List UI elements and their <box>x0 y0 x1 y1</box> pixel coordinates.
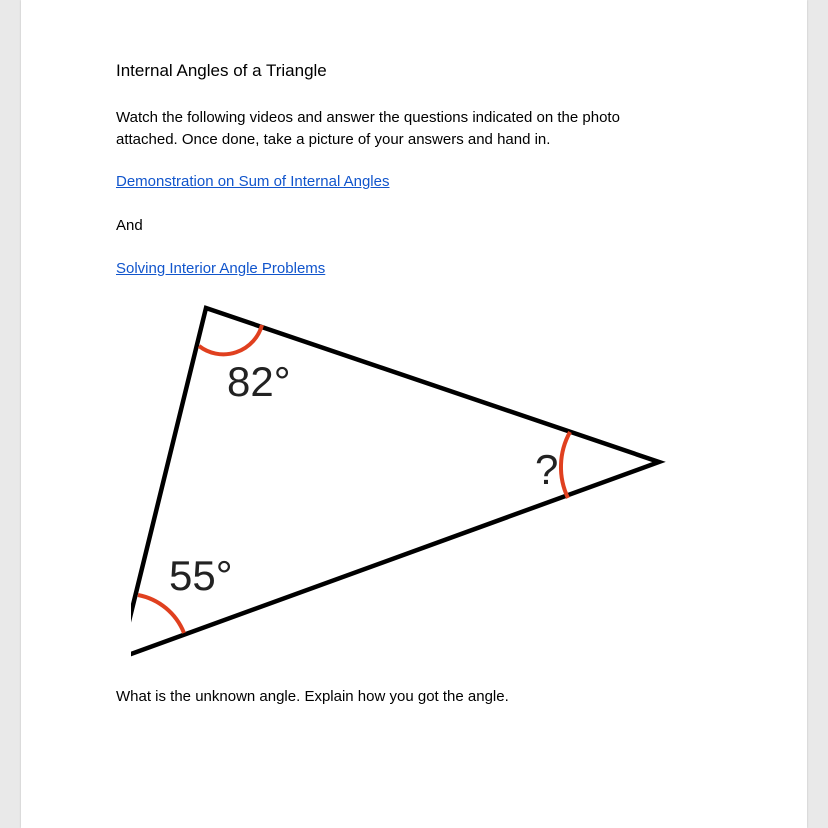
bottom-angle-label: 55° <box>169 552 233 599</box>
link-sum-of-internal-angles[interactable]: Demonstration on Sum of Internal Angles <box>116 173 390 190</box>
instructions-paragraph <box>116 107 676 151</box>
document-page <box>21 0 807 828</box>
right-angle-arc <box>561 432 570 498</box>
top-angle-label: 82° <box>227 358 291 405</box>
top-angle-arc <box>199 325 262 354</box>
unknown-angle-label: ? <box>535 446 559 493</box>
instructions-line-2: attached. Once done, take a picture of your answers and hand in. <box>116 131 551 148</box>
conjunction-text: And <box>116 217 143 234</box>
link-solving-interior-angle-problems[interactable]: Solving Interior Angle Problems <box>116 260 326 277</box>
bottom-angle-arc <box>138 595 184 633</box>
triangle-diagram <box>131 300 691 670</box>
document-title: Internal Angles of a Triangle <box>116 61 327 80</box>
question-text: What is the unknown angle. Explain how you got the angle. <box>116 688 509 705</box>
triangle-shape <box>131 308 659 658</box>
instructions-line-1: Watch the following videos and answer the questions indicated on the photo <box>116 109 620 126</box>
